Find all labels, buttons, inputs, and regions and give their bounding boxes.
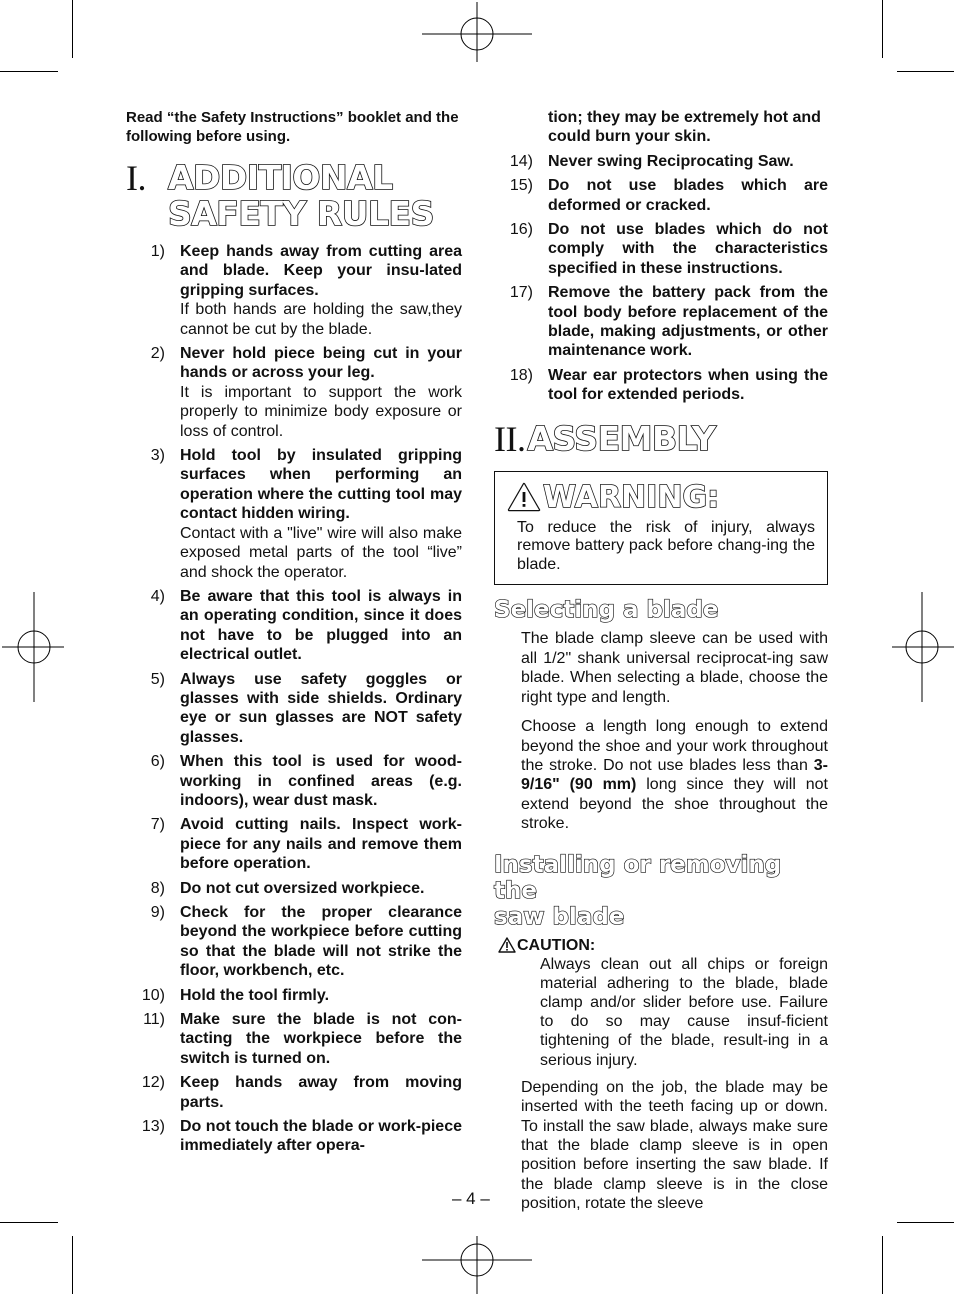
- subheading-selecting-blade: Selecting a blade: [494, 597, 719, 624]
- rule-number: 1): [150, 243, 165, 260]
- rule-number: 17): [509, 284, 533, 302]
- crop-mark: [897, 1222, 954, 1223]
- caution-label: CAUTION:: [498, 936, 828, 955]
- safety-rule-item: [126, 815, 462, 873]
- safety-rule-item: [126, 1073, 462, 1112]
- rule-number: 6): [150, 753, 165, 771]
- section-numeral: I.: [126, 158, 146, 198]
- rule-body: [180, 815, 462, 873]
- crop-mark: [0, 1222, 58, 1223]
- rule-body: [180, 1073, 462, 1112]
- rule-number: 16): [509, 221, 533, 239]
- rule-bold-text: Remove the battery pack from the tool body before replacement of the blade, making adjustments, or other maintenance work.: [548, 284, 828, 360]
- installing-paragraph: Depending on the job, the blade may be inserted with the teeth facing up or down. To install the saw blade, always make sure that the blade clamp sleeve is in open position before inserting the saw blade. If the blade clamp sleeve is in the close position, rotate the sleeve: [521, 1078, 828, 1213]
- rule-13-continuation: tion; they may be extremely hot and could burn your skin.: [548, 109, 821, 146]
- rule-body: [180, 446, 462, 582]
- selecting-paragraph-2: Choose a length long enough to extend beyond the shoe and your work throughout the stroke. Do not use blades less than 3-9/16" (90 mm) long since they will not extend beyond the shoe throughout the stroke.: [521, 718, 829, 833]
- subheading-installing-blade: Installing or removing the saw blade: [494, 851, 782, 930]
- section-title: ASSEMBLY: [527, 418, 716, 458]
- crop-mark: [72, 0, 73, 58]
- rule-body: [180, 1010, 462, 1068]
- registration-mark: [422, 1236, 532, 1294]
- rule-bold-text: Hold the tool firmly.: [180, 986, 330, 1004]
- rule-body: [548, 152, 828, 171]
- rule-body: [180, 344, 462, 441]
- page-number: – 4 –: [452, 1189, 490, 1208]
- safety-rule-item: [494, 283, 828, 361]
- rule-body: [180, 587, 462, 665]
- rule-bold-text: Keep hands away from cutting area and blade. Keep your insu-lated gripping surfaces.: [180, 243, 462, 299]
- rule-number: 5): [150, 670, 165, 688]
- safety-rule-item: [126, 903, 462, 981]
- rule-body: [180, 670, 462, 748]
- caution-triangle-icon: [498, 937, 516, 953]
- crop-mark: [0, 71, 58, 72]
- rule-number: 4): [150, 587, 165, 605]
- rule-number: 18): [509, 366, 533, 384]
- rule-bold-text: Avoid cutting nails. Inspect work-piece for any nails and remove them before operation.: [180, 816, 462, 873]
- rule-plain-text: Contact with a "live" wire will also make exposed metal parts of the tool “live” and shock the operator.: [180, 524, 462, 581]
- rule-number: 13): [141, 1118, 165, 1136]
- rule-plain-text: If both hands are holding the saw,they cannot be cut by the blade.: [180, 301, 462, 338]
- rule-body: [548, 283, 828, 361]
- rule-number: 14): [509, 152, 533, 170]
- rule-bold-text: Always use safety goggles or glasses with side shields. Ordinary eye or sun glasses are NOT safety glasses.: [180, 670, 462, 746]
- rule-bold-text: Check for the proper clearance beyond the workpiece before cutting so that the blade will not strike the floor, workbench, etc.: [180, 904, 462, 980]
- rule-number: 7): [150, 816, 165, 834]
- right-column: [494, 108, 828, 1224]
- registration-mark: [892, 592, 954, 702]
- safety-rule-item: [126, 587, 462, 665]
- rule-number: 12): [141, 1074, 165, 1092]
- safety-rule-item: [494, 220, 828, 278]
- rule-bold-text: When this tool is used for wood-working in confined areas (e.g. indoors), wear dust mask.: [180, 753, 462, 809]
- rule-bold-text: Wear ear protectors when using the tool for extended periods.: [548, 366, 828, 404]
- rule-bold-text: Hold tool by insulated gripping surfaces when performing an operation where the cutting tool may contact hidden wiring.: [180, 447, 462, 523]
- rule-body: [180, 986, 462, 1005]
- safety-rule-item: [126, 670, 462, 748]
- crop-mark: [72, 1236, 73, 1294]
- rule-body: [180, 1117, 462, 1156]
- safety-rule-item: [126, 242, 462, 339]
- rule-body: [180, 752, 462, 810]
- safety-rule-item: [494, 152, 828, 171]
- rule-body: [548, 176, 828, 215]
- rule-body: [180, 242, 462, 339]
- rule-bold-text: Do not use blades which do not comply with the characteristics specified in these instructions.: [548, 221, 828, 277]
- warning-title: WARNING:: [543, 479, 720, 515]
- registration-mark: [422, 2, 532, 62]
- section-numeral: II.: [494, 418, 526, 459]
- safety-rule-item: [126, 986, 462, 1005]
- safety-rules-list-continued: [494, 152, 828, 405]
- rule-bold-text: Do not cut oversized workpiece.: [180, 879, 425, 897]
- rule-bold-text: Do not touch the blade or work-piece immediately after opera-: [180, 1118, 462, 1155]
- rule-number: 3): [150, 447, 165, 465]
- rule-number: 9): [150, 904, 165, 921]
- registration-mark: [2, 592, 64, 702]
- rule-bold-text: Make sure the blade is not con-tacting the workpiece before the switch is turned on.: [180, 1011, 462, 1067]
- safety-rule-item: [494, 366, 828, 405]
- rule-body: [548, 220, 828, 278]
- rule-number: 11): [143, 1011, 165, 1029]
- intro-text: Read “the Safety Instructions” booklet and the following before using.: [126, 109, 459, 145]
- rule-bold-text: Never swing Reciprocating Saw.: [548, 152, 794, 170]
- rule-number: 15): [509, 177, 533, 195]
- safety-rules-list: [126, 242, 462, 1156]
- safety-rule-item: [126, 1010, 462, 1068]
- warning-triangle-icon: [507, 482, 541, 512]
- rule-body: [548, 366, 828, 405]
- rule-number: 10): [141, 986, 165, 1004]
- warning-text: To reduce the risk of injury, always remove battery pack before chang-ing the blade.: [517, 518, 815, 573]
- safety-rule-item: [494, 176, 828, 215]
- section-heading-additional-safety-rules: [126, 160, 462, 232]
- safety-rule-item: [126, 446, 462, 582]
- crop-mark: [882, 1236, 883, 1294]
- rule-bold-text: Do not use blades which are deformed or cracked.: [548, 177, 828, 214]
- rule-bold-text: Never hold piece being cut in your hands or across your leg.: [180, 345, 462, 382]
- rule-bold-text: Keep hands away from moving parts.: [180, 1074, 462, 1111]
- safety-rule-item: [126, 1117, 462, 1156]
- warning-heading: [507, 480, 815, 515]
- left-column: [126, 108, 462, 1161]
- crop-mark: [882, 0, 883, 58]
- warning-box: [494, 471, 828, 586]
- rule-plain-text: It is important to support the work properly to minimize body exposure or loss of control.: [180, 383, 462, 440]
- safety-rule-item: [126, 752, 462, 810]
- rule-body: [180, 903, 462, 981]
- section-title: ADDITIONAL SAFETY RULES: [168, 158, 434, 233]
- caution-text: Always clean out all chips or foreign material adhering to the blade, blade clamp and/or slider before use. Failure to do so may cause insuf-ficient tightening of the blade, result-ing in a serious injury.: [540, 955, 828, 1069]
- rule-bold-text: Be aware that this tool is always in an operating condition, since it does not have to be plugged into an electrical outlet.: [180, 587, 462, 664]
- section-heading-assembly: [494, 418, 828, 459]
- rule-body: [180, 879, 462, 898]
- selecting-paragraph-1: The blade clamp sleeve can be used with all 1/2" shank universal reciprocat-ing saw blade. When selecting a blade, choose the right type and length.: [521, 630, 828, 706]
- crop-mark: [897, 71, 954, 72]
- safety-rule-item: [126, 879, 462, 898]
- safety-rule-item: [126, 344, 462, 441]
- rule-number: 8): [150, 879, 165, 897]
- rule-number: 2): [150, 345, 165, 363]
